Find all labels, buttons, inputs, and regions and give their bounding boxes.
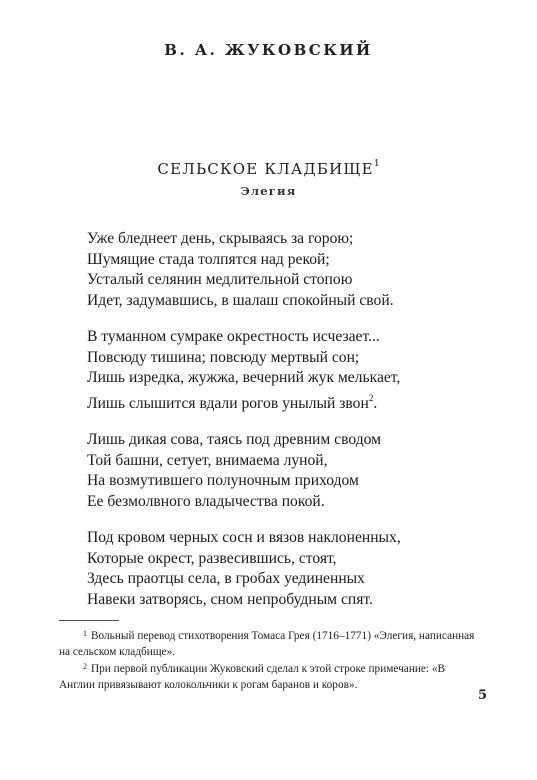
page-number: 5: [478, 688, 488, 703]
stanza-2: [87, 327, 487, 414]
poem-title-text: СЕЛЬСКОЕ КЛАДБИЩЕ: [157, 160, 374, 178]
poem-line: Ее безмолвного владычества покой.: [87, 492, 325, 510]
poem-line: В туманном сумраке окрестность исчезает...: [87, 328, 380, 345]
poem-line-text: Лишь слышится вдали рогов унылый звон: [87, 394, 369, 412]
poem-title-footnote-mark: 1: [373, 159, 380, 169]
line-end-punct: .: [373, 394, 378, 412]
poem-line: Лишь дикая сова, таясь под древним сводом: [87, 431, 381, 449]
poem-line: Под кровом черных сосн и вязов наклоненных,: [87, 529, 401, 547]
footnote-text: При первой публикации Жуковский сделал к этой строке примечание: «В Англии привязывают колокольчики к рогам баранов и коров».: [59, 663, 446, 691]
poem-line: Навеки затворясь, сном непробудным спят.: [87, 590, 373, 608]
poem-line: Той башни, сетует, внимаема луной,: [87, 451, 328, 469]
poem-line: На возмутившего полуночным приходом: [87, 472, 359, 490]
poem-line: Уже бледнеет день, скрываясь за горою;: [87, 230, 354, 247]
poem-line: Которые окрест, развесившись, стоят,: [87, 549, 337, 567]
poem-line: Шумящие стада толпятся над рекой;: [87, 250, 330, 268]
footnote-mark: 2: [83, 662, 87, 671]
poem-line: Повсюду тишина; повсюду мертвый сон;: [87, 348, 360, 366]
poem-line: Лишь изредка, жужжа, вечерний жук мелькает,: [87, 369, 401, 386]
stanza-3: [87, 430, 487, 512]
poem-body: [87, 229, 487, 626]
poem-line: Идет, задумавшись, в шалаш спокойный свой.: [87, 291, 394, 309]
footnote-2: [59, 662, 479, 692]
footnote-1: [59, 629, 479, 659]
poem-line: Здесь праотцы села, в гробах уединенных: [87, 570, 365, 588]
footnote-mark: 1: [83, 629, 87, 638]
stanza-1: [87, 229, 487, 311]
line-footnote-mark: 2: [368, 392, 374, 403]
footnotes: [59, 629, 479, 695]
poem-line: [87, 389, 487, 415]
poem-subtitle: Элегия: [240, 184, 297, 198]
stanza-4: [87, 528, 487, 610]
footnote-text: Вольный перевод стихотворения Томаса Грея (1716–1771) «Элегия, написанная на сельском кладбище».: [59, 630, 475, 658]
running-header: В. А. ЖУКОВСКИЙ: [164, 41, 373, 59]
poem-title: [0, 160, 537, 178]
poem-line: Усталый селянин медлительной стопою: [87, 271, 353, 288]
footnote-rule: [59, 620, 119, 621]
